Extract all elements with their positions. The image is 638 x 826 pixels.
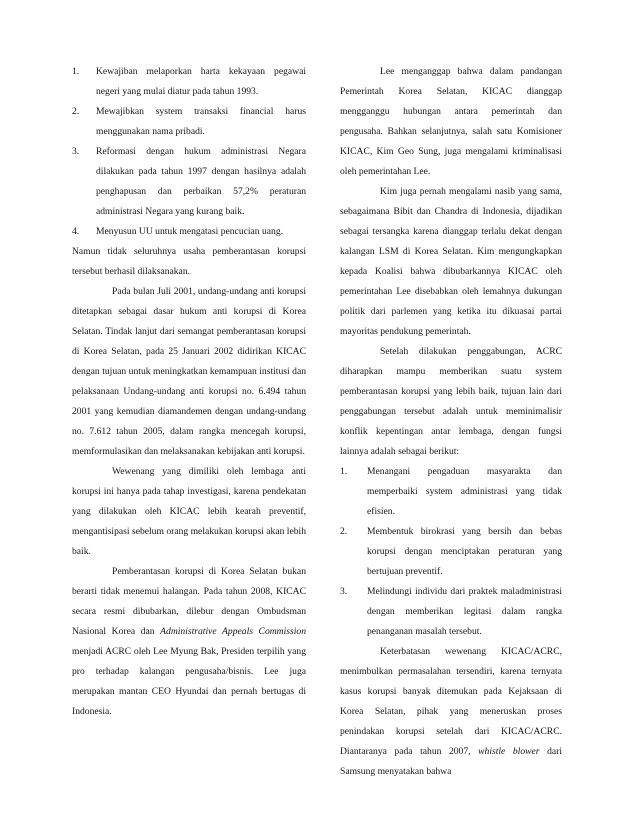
list-number: 4. (72, 226, 80, 237)
list-item (340, 522, 562, 582)
list-text: Membentuk birokrasi yang bersih dan bebas korupsi dengan menciptakan peraturan yang bertujuan preventif. (367, 526, 562, 577)
paragraph-setelah: Setelah dilakukan penggabungan, ACRC diharapkan mampu memberikan suatu system pemberantasan korupsi yang lebih baik, tujuan lain dari penggabungan tersebut adalah untuk meminimalisir konflik kepentingan antar lembaga, dengan fungsi lainnya adalah sebagai berikut: (340, 346, 562, 457)
list-text: Mewajibkan system transaksi financial harus menggunakan nama pribadi. (96, 106, 306, 137)
paragraph-namun: Namun tidak seluruhnya usaha pemberantasan korupsi tersebut berhasil dilaksanakan. (72, 246, 306, 277)
list-text: Reformasi dengan hukum administrasi Negara dilakukan pada tahun 1997 dengan hasilnya adalah penghapusan dan perbaikan 57,2% peraturan administrasi Negara yang kurang baik. (96, 146, 306, 217)
italic-term: whistle blower (478, 746, 540, 757)
function-list (340, 462, 562, 642)
list-number: 1. (340, 466, 348, 477)
paragraph-text: Keterbatasan wewenang KICAC/ACRC, menimbulkan permasalahan tersendiri, karena ternyata kasus korupsi banyak ditemukan pada Kejaksaan di Korea Selatan, pihak yang meneruskan proses penindakan korupsi setelah dari KICAC/ACRC. Diantaranya pada tahun 2007, (340, 646, 562, 757)
paragraph-lee: Lee menganggap bahwa dalam pandangan Pemerintah Korea Selatan, KICAC dianggap mengganggu hubungan antara pemerintah dan pengusaha. Bahkan selanjutnya, salah satu Komisioner KICAC, Kim Geo Sung, juga mengalami kriminalisasi oleh pemerintahan Lee. (340, 66, 562, 177)
list-number: 2. (340, 526, 348, 537)
list-item (340, 582, 562, 642)
list-number: 3. (340, 586, 348, 597)
paragraph-pemberantasan (72, 562, 306, 722)
paragraph-wewenang: Wewenang yang dimiliki oleh lembaga anti korupsi ini hanya pada tahap investigasi, karena pendekatan yang dilakukan oleh KICAC lebih kearah preventif, mengantisipasi sebelum orang melakukan korupsi akan lebih baik. (72, 466, 306, 557)
paragraph-kim: Kim juga pernah mengalami nasib yang sama, sebagaimana Bibit dan Chandra di Indonesia, dijadikan sebagai tersangka karena dianggap terlalu dekat dengan kalangan LSM di Korea Selatan. Kim mengungkapkan kepada Koalisi bahwa dibubarkannya KICAC oleh pemerintahan Lee disebabkan oleh lemahnya dukungan politik dari parlemen yang ketika itu dikuasai partai mayoritas pendukung pemerintah. (340, 186, 562, 337)
left-column (72, 62, 306, 722)
list-item (72, 142, 306, 222)
italic-term: Administrative Appeals Commission (160, 626, 306, 637)
reform-list (72, 62, 306, 242)
list-text: Kewajiban melaporkan harta kekayaan pegawai negeri yang mulai diatur pada tahun 1993. (96, 66, 306, 97)
list-item (72, 102, 306, 142)
list-number: 1. (72, 66, 80, 77)
list-item (72, 222, 306, 242)
paragraph-text: Pemberantasan korupsi di Korea Selatan bukan berarti tidak menemui halangan. Pada tahun 2008, KICAC secara resmi dibubarkan, dilebur dengan Ombudsman Nasional Korea dan (72, 566, 306, 637)
right-column (340, 62, 562, 782)
paragraph-text: menjadi ACRC oleh Lee Myung Bak, Presiden terpilih yang pro terhadap kalangan pengusaha/bisnis. Lee juga merupakan mantan CEO Hyundai dan pernah bertugas di Indonesia. (72, 646, 306, 717)
paragraph-keterbatasan (340, 642, 562, 782)
paragraph-text: dari Samsung menyatakan bahwa (340, 746, 562, 777)
list-text: Menangani pengaduan masyarakta dan memperbaiki system administrasi yang tidak efisien. (367, 466, 562, 517)
list-item (72, 62, 306, 102)
list-number: 2. (72, 106, 80, 117)
list-text: Menyusun UU untuk mengatasi pencucian uang. (96, 226, 284, 237)
list-item (340, 462, 562, 522)
list-number: 3. (72, 146, 80, 157)
paragraph-july-2001: Pada bulan Juli 2001, undang-undang anti korupsi ditetapkan sebagai dasar hukum anti korupsi di Korea Selatan. Tindak lanjut dari semangat pemberantasan korupsi di Korea Selatan, pada 25 Januari 2002 didirikan KICAC dengan tujuan untuk meningkatkan kemampuan institusi dan pelaksanaan Undang-undang anti korupsi no. 6.494 tahun 2001 yang kemudian diamandemen dengan undang-undang no. 7.612 tahun 2005, dalam rangka mencegah korupsi, memformulasikan dan melaksanakan kebijakan anti korupsi. (72, 286, 306, 457)
list-text: Melindungi individu dari praktek maladministrasi dengan memberikan legitasi dalam rangka penanganan masalah tersebut. (367, 586, 562, 637)
